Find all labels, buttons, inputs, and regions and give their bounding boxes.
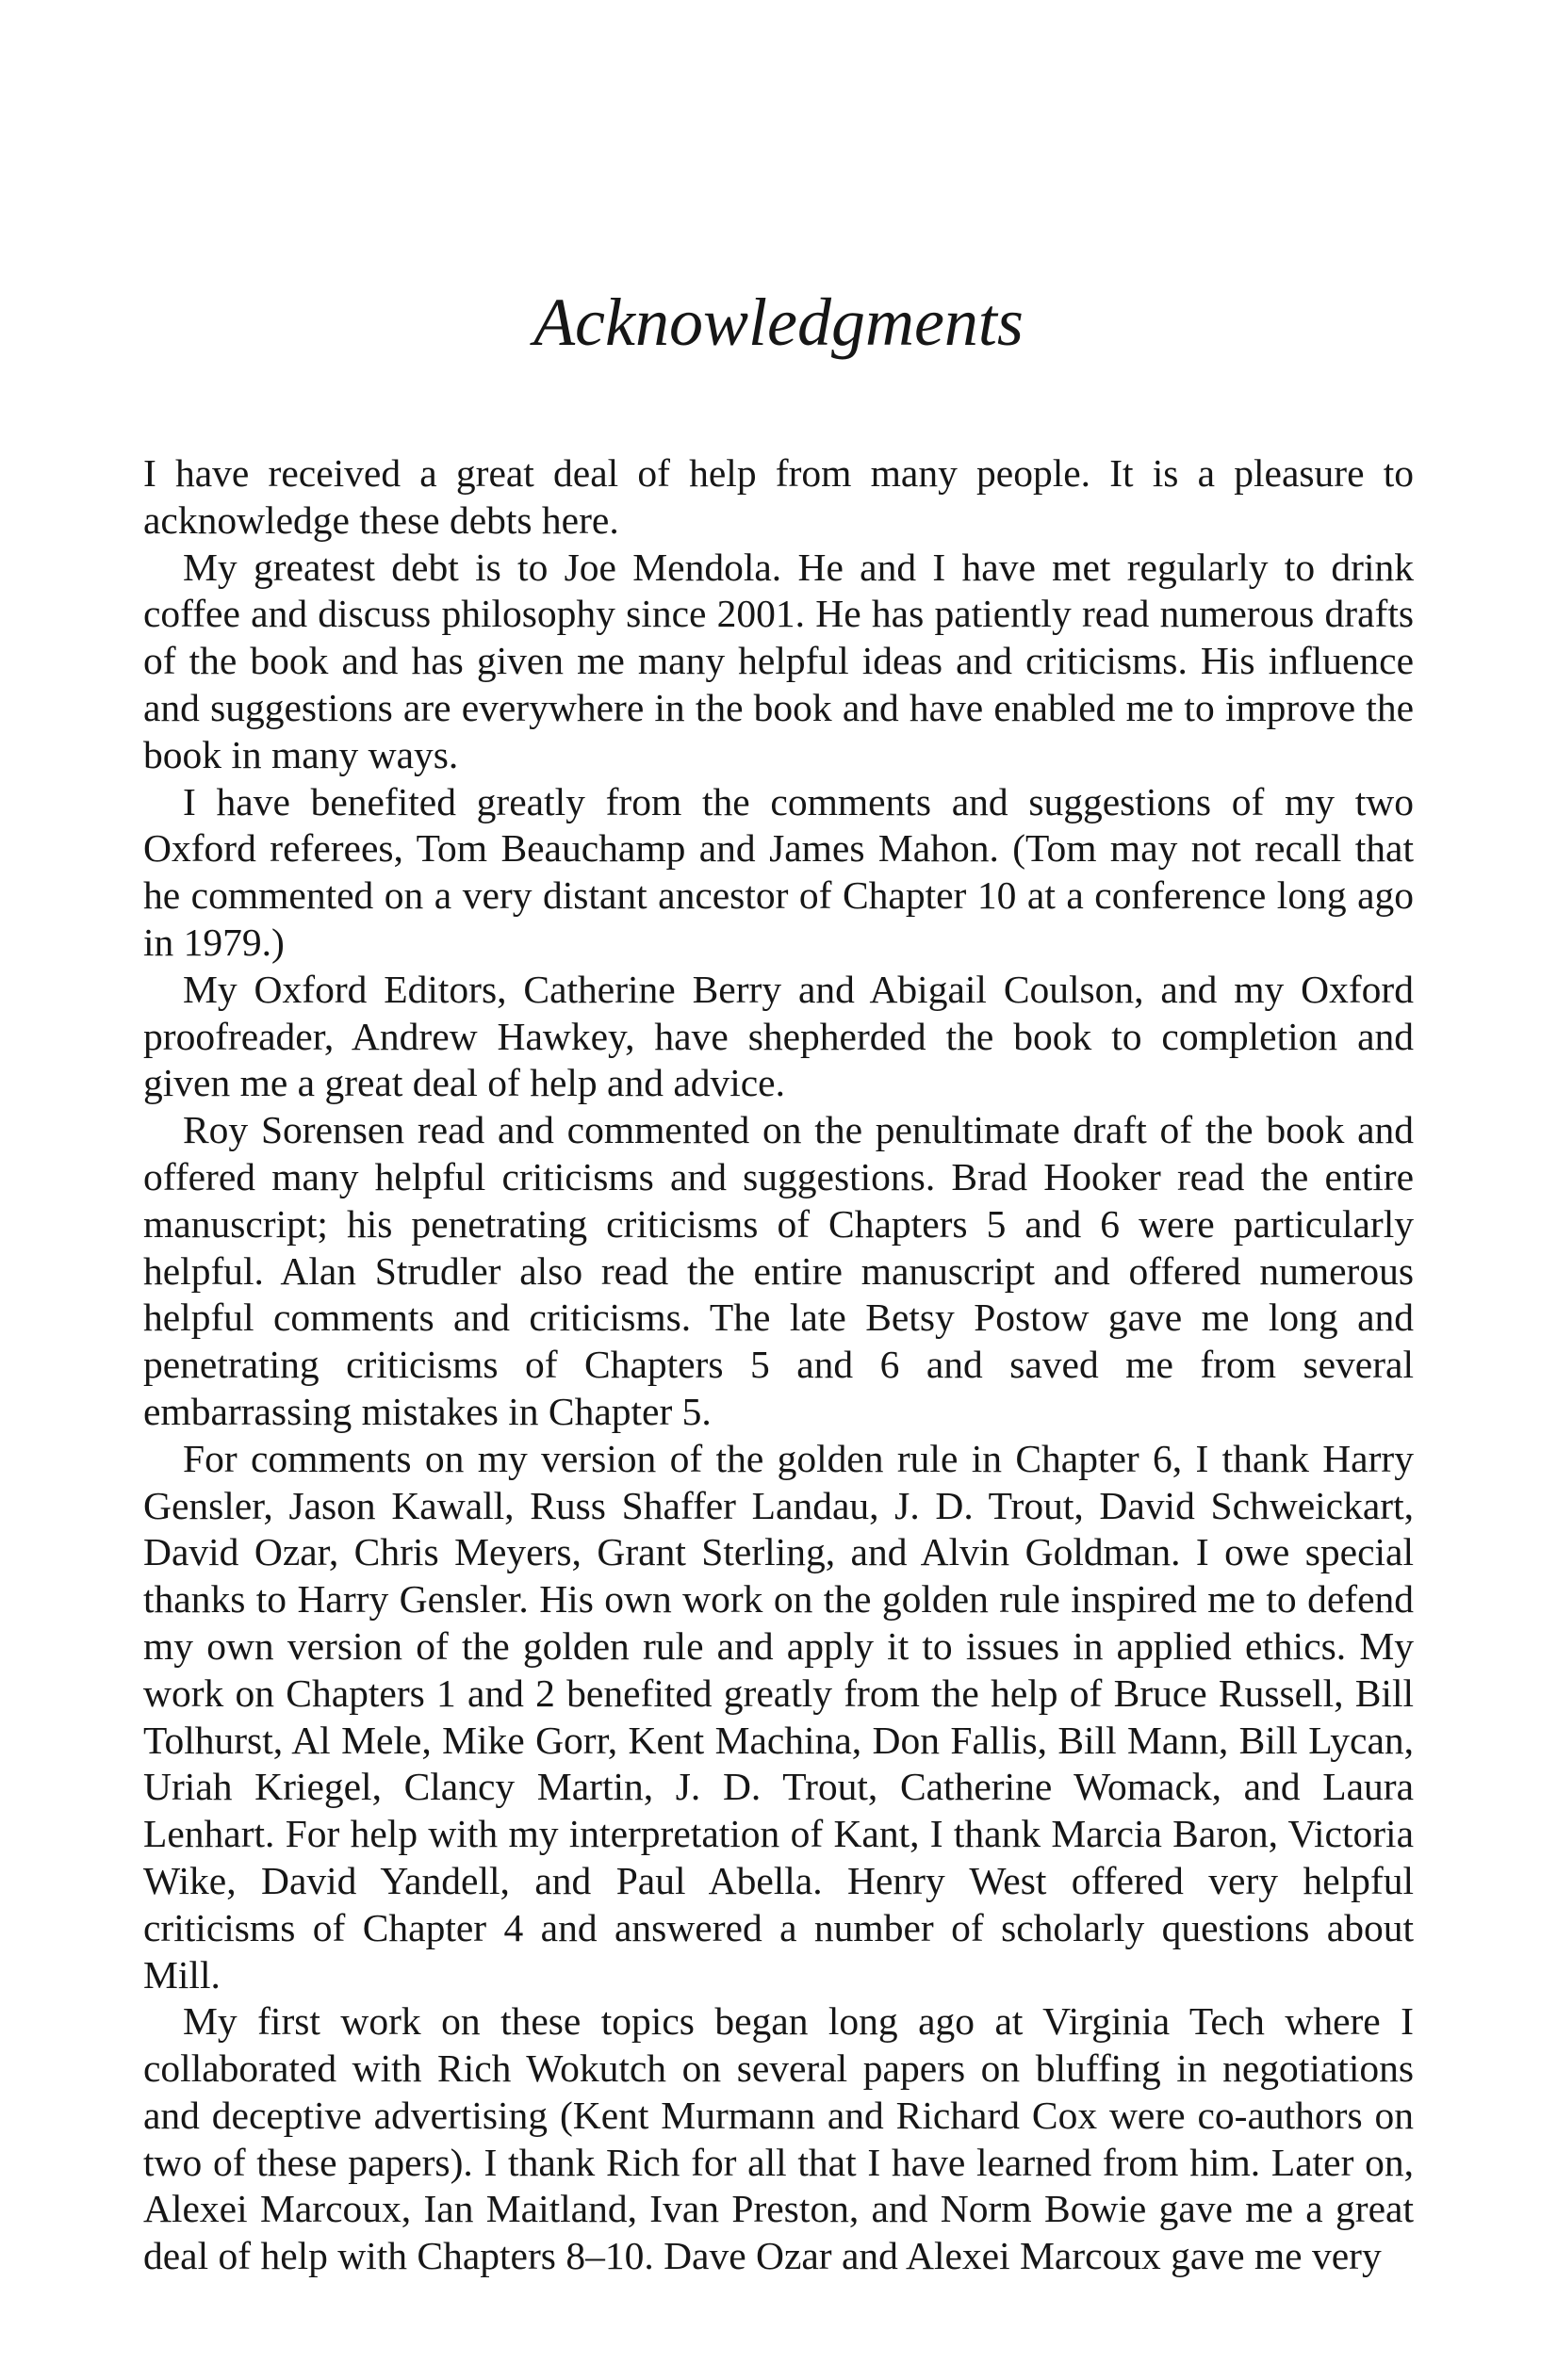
paragraph-7: My first work on these topics began long ago at Virginia Tech where I collaborated with Rich Wokutch on several papers on bluffing in negotiations and deceptive advertising (Kent Murmann and Richard Cox were co-authors on two of these papers). I thank Rich for all that I have learned from him. Later on, Alexei Marcoux, Ian Maitland, Ivan Preston, and Norm Bowie gave me a great deal of help with Chapters 8–10. Dave Ozar and Alexei Marcoux gave me very <box>143 1999 1414 2278</box>
paragraph-3: I have benefited greatly from the comments and suggestions of my two Oxford referees, Tom Beauchamp and James Mahon. (Tom may not recall that he commented on a very distant ancestor of Chapter 10 at a conference long ago in 1979.) <box>143 779 1414 964</box>
page-title: Acknowledgments <box>533 285 1024 360</box>
paragraph-1: I have received a great deal of help from many people. It is a pleasure to acknowledge these debts here. <box>143 451 1414 542</box>
paragraph-6: For comments on my version of the golden rule in Chapter 6, I thank Harry Gensler, Jason Kawall, Russ Shaffer Landau, J. D. Trout, David Schweickart, David Ozar, Chris Meyers, Grant Sterling, and Alvin Goldman. I owe special thanks to Harry Gensler. His own work on the golden rule inspired me to defend my own version of the golden rule and apply it to issues in applied ethics. My work on Chapters 1 and 2 benefited greatly from the help of Bruce Russell, Bill Tolhurst, Al Mele, Mike Gorr, Kent Machina, Don Fallis, Bill Mann, Bill Lycan, Uriah Kriegel, Clancy Martin, J. D. Trout, Catherine Womack, and Laura Lenhart. For help with my interpretation of Kant, I thank Marcia Baron, Victoria Wike, David Yandell, and Paul Abella. Henry West offered very helpful criticisms of Chapter 4 and answered a number of scholarly questions about Mill. <box>143 1436 1414 1997</box>
acknowledgments-body <box>143 450 1414 2280</box>
paragraph-2: My greatest debt is to Joe Mendola. He and I have met regularly to drink coffee and discuss philosophy since 2001. He has patiently read numerous drafts of the book and has given me many helpful ideas and criticisms. His influence and suggestions are everywhere in the book and have enabled me to improve the book in many ways. <box>143 545 1414 776</box>
paragraph-5: Roy Sorensen read and commented on the penultimate draft of the book and offered many helpful criticisms and suggestions. Brad Hooker read the entire manuscript; his penetrating criticisms of Chapters 5 and 6 were particularly helpful. Alan Strudler also read the entire manuscript and offered numerous helpful comments and criticisms. The late Betsy Postow gave me long and penetrating criticisms of Chapters 5 and 6 and saved me from several embarrassing mistakes in Chapter 5. <box>143 1108 1414 1433</box>
paragraph-4: My Oxford Editors, Catherine Berry and Abigail Coulson, and my Oxford proofreader, Andrew Hawkey, have shepherded the book to completion and given me a great deal of help and advice. <box>143 967 1414 1105</box>
